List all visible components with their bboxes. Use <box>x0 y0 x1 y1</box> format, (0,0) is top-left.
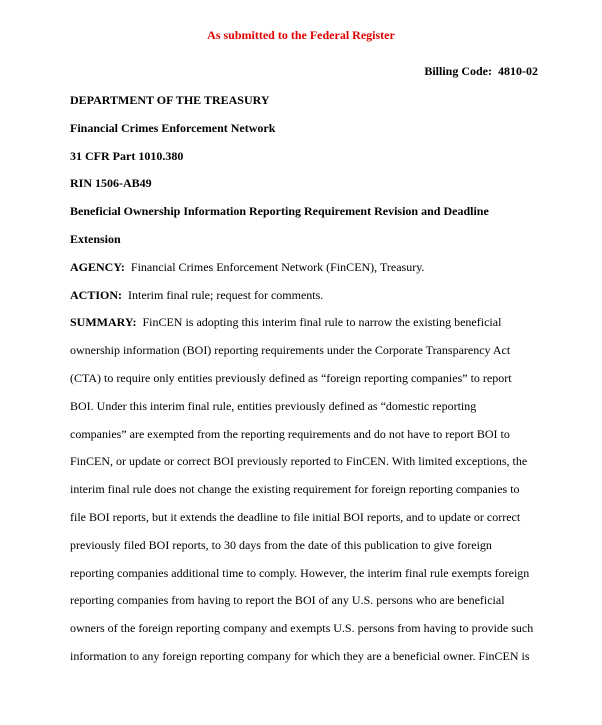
summary-line: ownership information (BOI) reporting requirements under the Corporate Transparency Act <box>70 343 511 358</box>
agency-text: Financial Crimes Enforcement Network (FinCEN), Treasury. <box>130 259 425 274</box>
summary-line: owners of the foreign reporting company and exempts U.S. persons from having to provide such <box>70 621 534 636</box>
billing-code: Billing Code: 4810-02 <box>424 64 538 78</box>
summary-line: (CTA) to require only entities previously defined as “foreign reporting companies” to report <box>70 370 512 385</box>
agency-subheading: Financial Crimes Enforcement Network <box>70 120 276 135</box>
summary-line: companies” are exempted from the reporting requirements and do not have to report BOI to <box>70 426 510 441</box>
summary-line: BOI. Under this interim final rule, entities previously defined as “domestic reporting <box>70 398 477 413</box>
summary-line: file BOI reports, but it extends the deadline to file initial BOI reports, and to update or correct <box>70 509 521 524</box>
summary-line: FinCEN, or update or correct BOI previously reported to FinCEN. With limited exceptions, the <box>70 454 528 469</box>
rin-number: RIN 1506-AB49 <box>70 176 152 191</box>
summary-line: reporting companies additional time to comply. However, the interim final rule exempts foreign <box>70 565 530 580</box>
summary-paragraph <box>70 309 540 670</box>
rule-title-line-1: Beneficial Ownership Information Reporting Requirement Revision and Deadline <box>70 204 489 219</box>
agency-paragraph <box>70 254 540 282</box>
action-paragraph <box>70 282 540 310</box>
cfr-part: 31 CFR Part 1010.380 <box>70 148 184 163</box>
summary-label: SUMMARY: <box>70 315 137 330</box>
submitted-note: As submitted to the Federal Register <box>207 28 395 42</box>
summary-line: interim final rule does not change the existing requirement for foreign reporting companies to <box>70 482 520 497</box>
rule-title-line-2: Extension <box>70 231 121 246</box>
agency-label: AGENCY: <box>70 259 125 274</box>
summary-line: reporting companies from having to report the BOI of any U.S. persons who are beneficial <box>70 593 505 608</box>
summary-line: previously filed BOI reports, to 30 days from the date of this publication to give foreign <box>70 537 492 552</box>
action-text: Interim final rule; request for comments. <box>128 287 324 302</box>
summary-first-line-text: FinCEN is adopting this interim final rule to narrow the existing beneficial <box>142 315 502 330</box>
summary-line: information to any foreign reporting company for which they are a beneficial owner. FinCEN is <box>70 648 530 663</box>
summary-first-line <box>70 309 540 337</box>
action-label: ACTION: <box>70 287 123 302</box>
document-body <box>70 87 540 671</box>
department-heading: DEPARTMENT OF THE TREASURY <box>70 93 270 107</box>
